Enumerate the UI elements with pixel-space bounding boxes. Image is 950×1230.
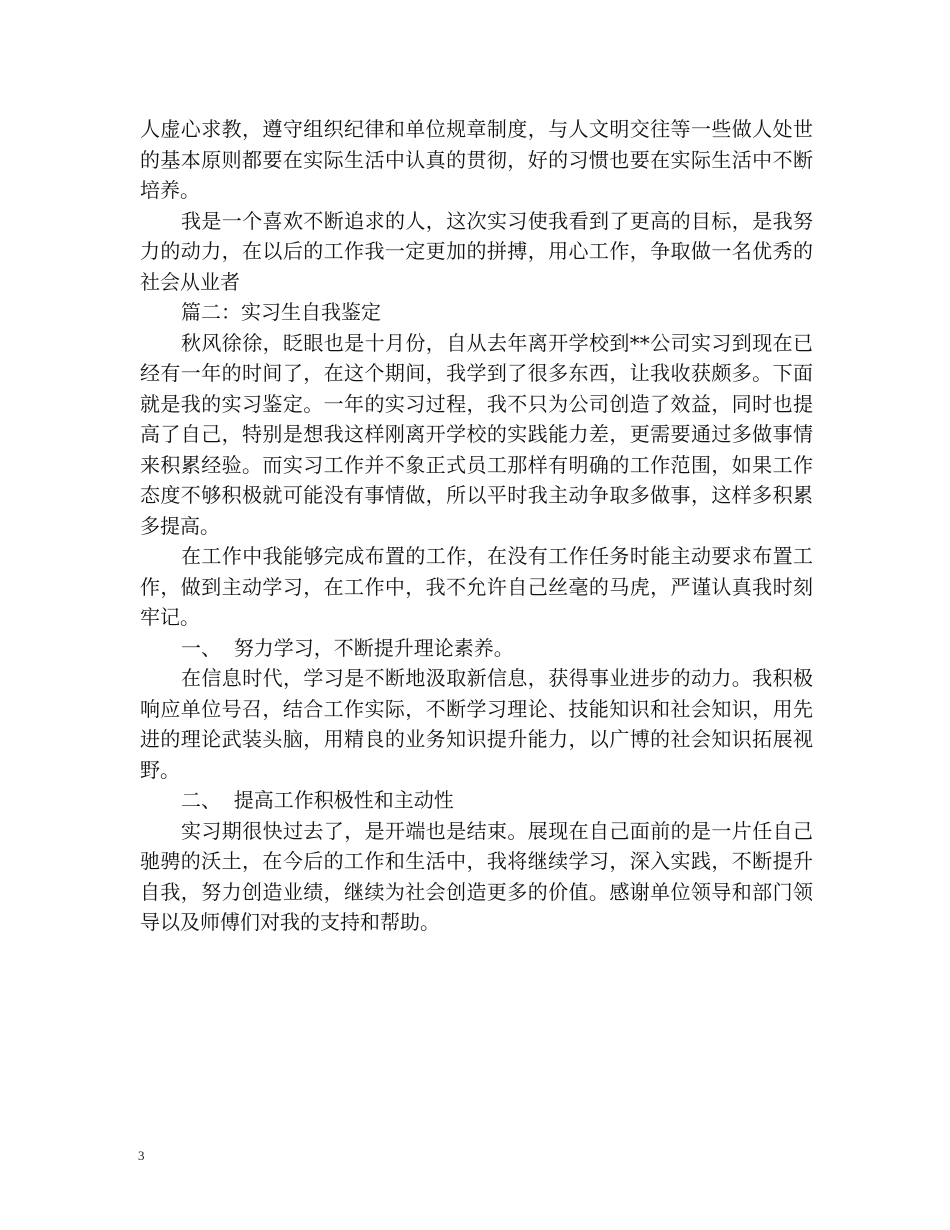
paragraph-6: 实习期很快过去了，是开端也是结束。展现在自己面前的是一片任自己驰骋的沃土，在今后的工作和生活中，我将继续学习，深入实践，不断提升自我，努力创造业绩，继续为社会创造更多的价值。感谢单位领导和部门领导以及师傅们对我的支持和帮助。 (140, 818, 813, 934)
paragraph-5: 在信息时代，学习是不断地汲取新信息，获得事业进步的动力。我积极响应单位号召，结合工作实际，不断学习理论、技能知识和社会知识，用先进的理论武装头脑，用精良的业务知识提升能力，以广博的社会知识拓展视野。 (140, 666, 813, 782)
section-heading-part-two: 篇二：实习生自我鉴定 (181, 300, 381, 324)
page-number: 3 (138, 1148, 145, 1163)
document-body (140, 114, 813, 938)
subheading-1: 一、 努力学习，不断提升理论素养。 (181, 635, 514, 660)
paragraph-1: 人虚心求教，遵守组织纪律和单位规章制度，与人文明交往等一些做人处世的基本原则都要在实际生活中认真的贯彻，好的习惯也要在实际生活中不断培养。 (140, 117, 813, 202)
paragraph-4: 在工作中我能够完成布置的工作，在没有工作任务时能主动要求布置工作，做到主动学习，在工作中，我不允许自己丝毫的马虎，严谨认真我时刻牢记。 (140, 544, 813, 629)
paragraph-2: 我是一个喜欢不断追求的人，这次实习使我看到了更高的目标，是我努力的动力，在以后的工作我一定更加的拼搏，用心工作，争取做一名优秀的社会从业者 (140, 208, 813, 294)
paragraph-3: 秋风徐徐，眨眼也是十月份，自从去年离开学校到**公司实习到现在已经有一年的时间了，在这个期间，我学到了很多东西，让我收获颇多。下面就是我的实习鉴定。一年的实习过程，我不只为公司创造了效益，同时也提高了自己，特别是想我这样刚离开学校的实践能力差，更需要通过多做事情来积累经验。而实习工作并不象正式员工那样有明确的工作范围，如果工作态度不够积极就可能没有事情做，所以平时我主动争取多做事，这样多积累多提高。 (140, 330, 813, 538)
subheading-2: 二、 提高工作积极性和主动性 (181, 788, 454, 812)
